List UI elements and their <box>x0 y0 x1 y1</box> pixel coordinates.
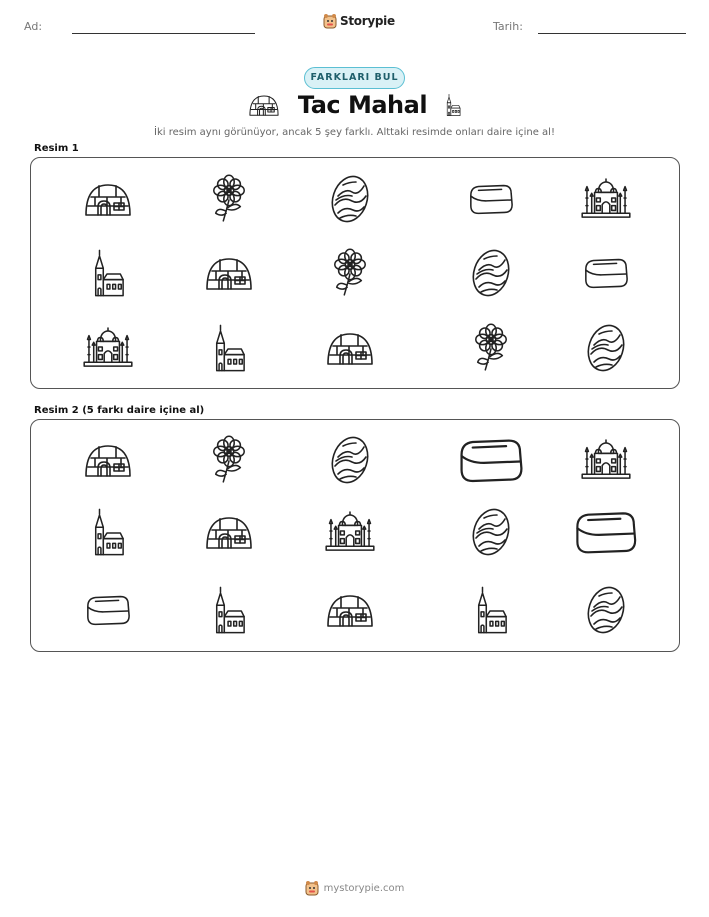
brand-logo <box>323 13 395 29</box>
stone-icon[interactable] <box>470 507 512 557</box>
church-icon <box>212 323 246 373</box>
stone-icon[interactable] <box>329 435 371 485</box>
activity-badge: FARKLARI BUL <box>304 67 405 89</box>
soap-icon[interactable] <box>456 434 526 486</box>
flower-icon <box>331 248 369 298</box>
picture1-panel <box>30 157 680 389</box>
church-icon <box>91 248 125 298</box>
igloo-icon <box>204 255 254 291</box>
picture1-label: Resim 1 <box>34 143 79 154</box>
church-icon[interactable] <box>212 585 246 635</box>
mascot-icon <box>305 880 319 896</box>
stone-icon[interactable] <box>585 585 627 635</box>
igloo-icon[interactable] <box>83 442 133 478</box>
flower-icon[interactable] <box>210 435 248 485</box>
church-icon <box>445 90 461 120</box>
worksheet-title: Tac Mahal <box>297 91 428 119</box>
instruction-text: İki resim aynı görünüyor, ancak 5 şey farklı. Alttaki resimde onları daire içine al! <box>154 127 555 138</box>
church-icon[interactable] <box>91 507 125 557</box>
igloo-icon <box>248 93 280 117</box>
footer-url: mystorypie.com <box>323 882 405 894</box>
church-icon[interactable] <box>474 585 508 635</box>
brand-name: Storypie <box>340 14 395 28</box>
taj-mahal-icon[interactable] <box>582 440 630 480</box>
igloo-icon[interactable] <box>204 514 254 550</box>
igloo-icon <box>325 330 375 366</box>
name-label: Ad: <box>24 20 43 33</box>
stone-icon <box>329 174 371 224</box>
mascot-icon <box>323 13 337 29</box>
flower-icon <box>210 174 248 224</box>
soap-icon <box>467 181 515 217</box>
footer <box>0 880 709 896</box>
igloo-icon <box>83 181 133 217</box>
date-write-line[interactable] <box>538 33 686 34</box>
name-write-line[interactable] <box>72 33 255 34</box>
soap-icon <box>582 255 630 291</box>
stone-icon <box>470 248 512 298</box>
soap-icon[interactable] <box>572 507 639 557</box>
picture2-label: Resim 2 (5 farkı daire içine al) <box>34 405 205 416</box>
taj-mahal-icon <box>84 328 132 368</box>
flower-icon <box>472 323 510 373</box>
stone-icon <box>585 323 627 373</box>
title-row <box>0 90 709 120</box>
date-label: Tarih: <box>493 20 523 33</box>
igloo-icon[interactable] <box>325 592 375 628</box>
taj-mahal-icon[interactable] <box>326 512 374 552</box>
soap-icon[interactable] <box>84 592 132 628</box>
picture2-panel <box>30 419 680 652</box>
taj-mahal-icon <box>582 179 630 219</box>
